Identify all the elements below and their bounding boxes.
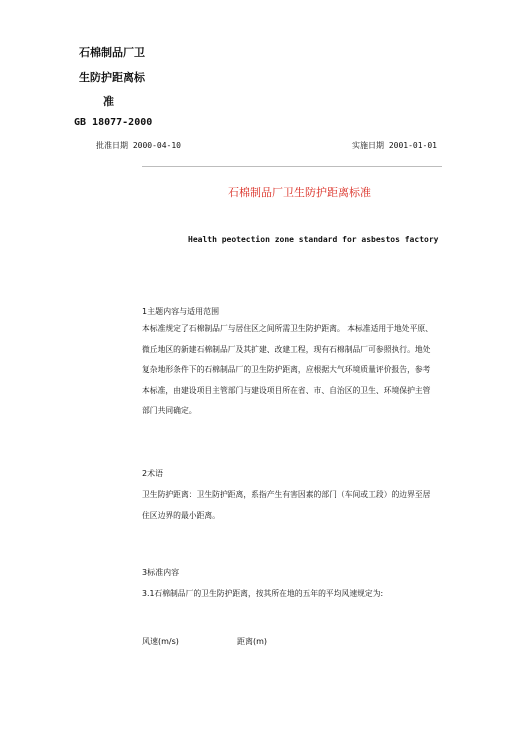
document-title: 石棉制品厂卫生防护距离标准 <box>228 186 371 199</box>
body-line: 住区边界的最小距离。 <box>142 510 220 520</box>
body-line: 微丘地区的新建石棉制品厂及其扩建、改建工程，现有石棉制品厂可参照执行。地处 <box>142 344 431 354</box>
section-body-1 <box>142 319 440 422</box>
implementation-date: 实施日期 2001-01-01 <box>352 141 437 150</box>
table-header-wind-speed: 风速(m/s) <box>142 637 179 646</box>
section-body-2 <box>142 485 440 526</box>
section-heading-2: 2术语 <box>142 469 164 478</box>
english-title: Health peotection zone standard for asbestos factory <box>188 235 439 244</box>
table-header-distance: 距离(m) <box>237 637 268 646</box>
body-line: 卫生防护距离：卫生防护距离，系指产生有害因素的部门（车间或工段）的边界至居 <box>142 490 431 499</box>
section-heading-3: 3标准内容 <box>142 568 180 577</box>
body-line: 本标准规定了石棉制品厂与居住区之间所需卫生防护距离。 本标准适用于地处平原、 <box>142 324 433 333</box>
body-line: 3.1石棉制品厂的卫生防护距离，按其所在地的五年的平均风速规定为: <box>142 589 384 598</box>
body-line: 复杂地形条件下的石棉制品厂的卫生防护距离，应根据大气环境质量评价报告，参考 <box>142 365 431 374</box>
header-title-line-2: 生防护距离标 <box>79 71 145 84</box>
body-line: 本标准，由建设项目主管部门与建设项目所在省、市、自治区的卫生、环境保护主管 <box>142 385 431 395</box>
approval-date: 批准日期 2000-04-10 <box>96 141 181 150</box>
body-line: 部门共同确定。 <box>142 406 197 415</box>
standard-number: GB 18077-2000 <box>74 117 153 128</box>
section-heading-1: 1主题内容与适用范围 <box>142 307 220 316</box>
header-divider <box>142 166 442 167</box>
header-title-line-1: 石棉制品厂卫 <box>79 46 145 59</box>
header-title-line-3: 准 <box>103 95 114 108</box>
section-body-3 <box>142 584 440 605</box>
